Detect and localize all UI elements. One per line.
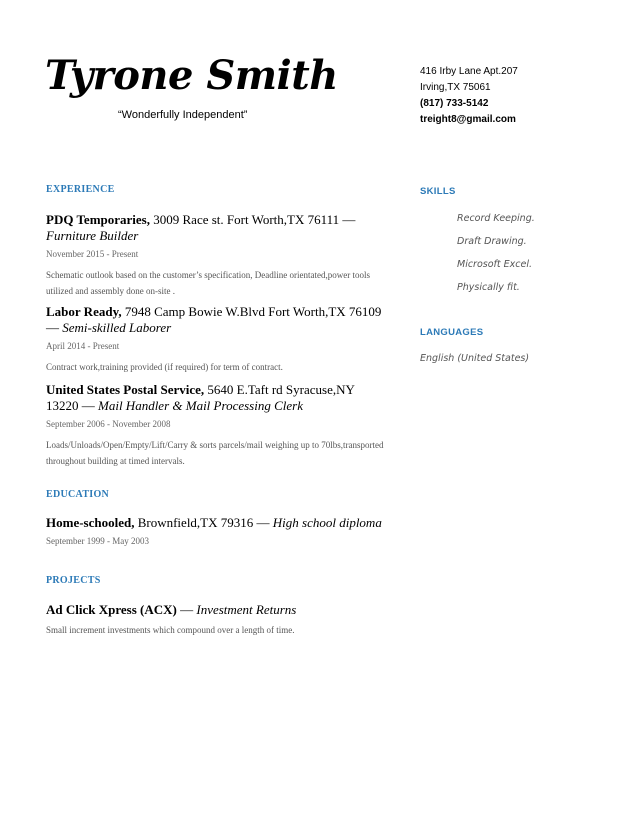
entry-location: Brownfield,TX 79316 —: [134, 515, 273, 530]
entry-separator: —: [176, 602, 197, 617]
entry-date: September 1999 - May 2003: [46, 536, 149, 546]
entry-description: Contract work,training provided (if required) for term of contract.: [46, 362, 283, 372]
skills-list: [457, 210, 535, 302]
entry-description: Loads/Unloads/Open/Empty/Lift/Carry & sorts parcels/mail weighing up to 70lbs,transported throughout building at timed intervals.: [46, 440, 384, 466]
skills-heading: SKILLS: [420, 186, 456, 197]
phone-number: (817) 733-5142: [420, 98, 489, 109]
education-heading: EDUCATION: [46, 489, 110, 500]
entry-title: [46, 602, 386, 618]
entry-date: September 2006 - November 2008: [46, 419, 171, 429]
skill-item: Microsoft Excel.: [457, 259, 532, 270]
experience-entry: [46, 212, 386, 299]
entry-role: Mail Handler & Mail Processing Clerk: [98, 398, 303, 413]
skill-item: Record Keeping.: [457, 213, 535, 224]
entry-description: Schematic outlook based on the customer’s specification, Deadline orientated,power tools utilized and assembly done on-site .: [46, 270, 370, 296]
entry-date: November 2015 - Present: [46, 249, 139, 259]
entry-org: Labor Ready,: [46, 304, 122, 319]
email-address: treight8@gmail.com: [420, 114, 516, 125]
entry-title: [46, 304, 386, 336]
entry-org: PDQ Temporaries,: [46, 212, 150, 227]
entry-role: Furniture Builder: [46, 228, 139, 243]
entry-org: Ad Click Xpress (ACX): [46, 602, 177, 617]
entry-title: [46, 212, 386, 244]
education-entry: [46, 515, 386, 547]
experience-entry: [46, 382, 386, 469]
entry-description: Small increment investments which compound over a length of time.: [46, 625, 295, 635]
entry-org: Home-schooled,: [46, 515, 135, 530]
project-entry: [46, 602, 386, 638]
experience-entry: [46, 304, 386, 375]
entry-org: United States Postal Service,: [46, 382, 205, 397]
candidate-name: Tyrone Smith: [45, 52, 338, 99]
projects-heading: PROJECTS: [46, 575, 101, 586]
entry-role: Investment Returns: [196, 602, 297, 617]
entry-title: [46, 382, 386, 414]
tagline: “Wonderfully Independent”: [118, 109, 248, 121]
entry-title: [46, 515, 386, 531]
entry-location: 3009 Race st. Fort Worth,TX 76111 —: [150, 212, 356, 227]
entry-role: Semi-skilled Laborer: [62, 320, 172, 335]
entry-date: April 2014 - Present: [46, 341, 120, 351]
entry-location: 5640 E.Taft rd Syracuse,NY 13220 —: [46, 382, 355, 413]
address-line-1: 416 Irby Lane Apt.207: [420, 66, 518, 77]
contact-block: [420, 64, 518, 128]
address-line-2: Irving,TX 75061: [420, 82, 491, 93]
languages-heading: LANGUAGES: [420, 327, 484, 338]
experience-heading: EXPERIENCE: [46, 184, 115, 195]
skill-item: Physically fit.: [457, 282, 520, 293]
language-item: English (United States): [420, 353, 530, 364]
entry-role: High school diploma: [272, 515, 382, 530]
skill-item: Draft Drawing.: [457, 236, 527, 247]
entry-location: 7948 Camp Bowie W.Blvd Fort Worth,TX 76109 —: [46, 304, 382, 335]
